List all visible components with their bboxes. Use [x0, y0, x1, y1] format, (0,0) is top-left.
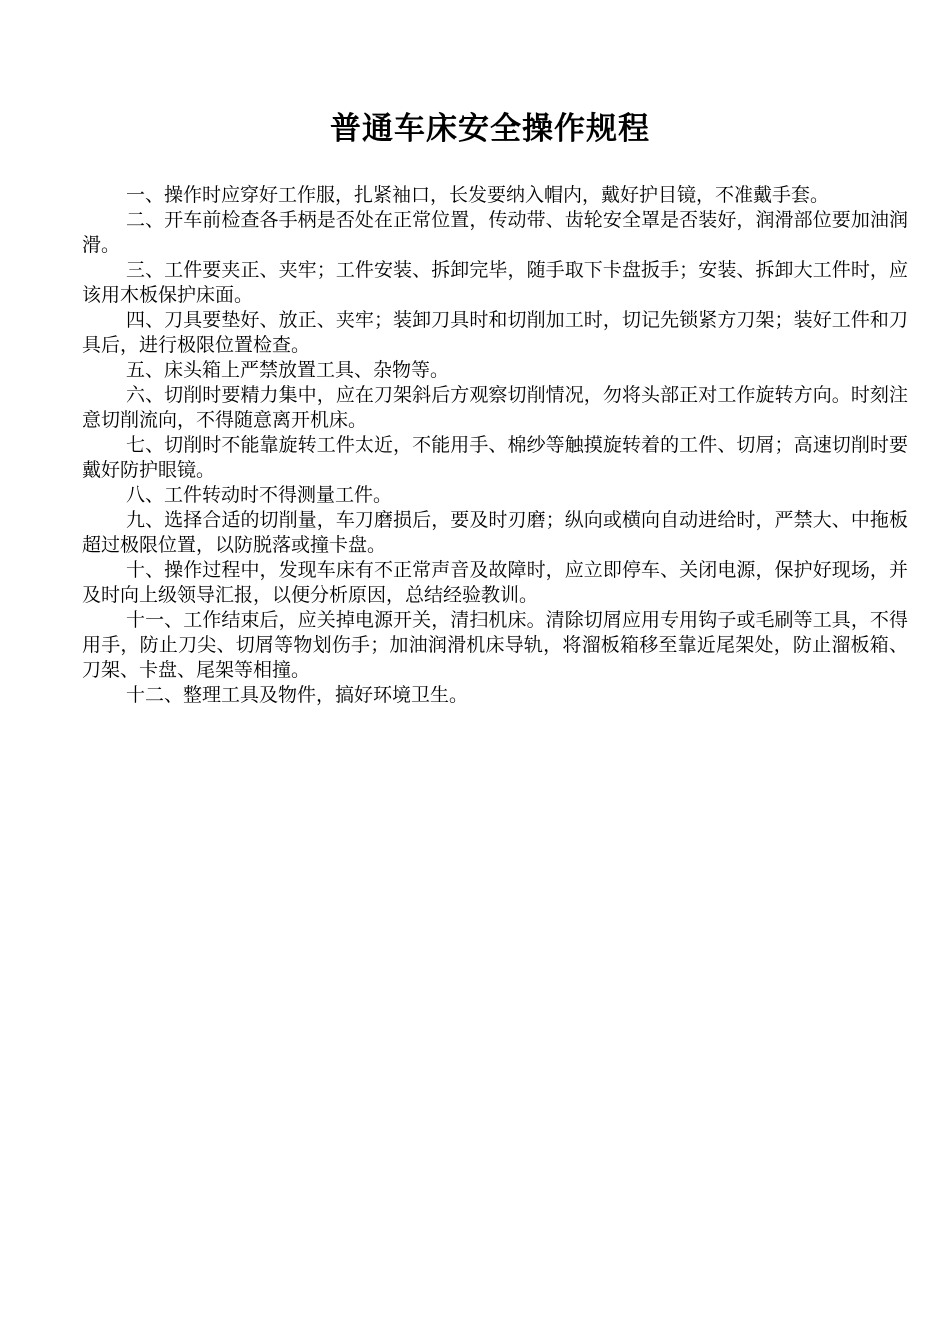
rule-paragraph: 三、工件要夹正、夹牢；工件安装、拆卸完毕，随手取下卡盘扳手；安装、拆卸大工件时，应该用木板保护床面。	[82, 259, 908, 306]
rule-paragraph: 五、床头箱上严禁放置工具、杂物等。	[126, 359, 450, 381]
rule-paragraph: 二、开车前检查各手柄是否处在正常位置，传动带、齿轮安全罩是否装好，润滑部位要加油润滑。	[82, 209, 908, 256]
rule-paragraph: 七、切削时不能靠旋转工件太近，不能用手、棉纱等触摸旋转着的工件、切屑；高速切削时要戴好防护眼镜。	[82, 434, 908, 481]
rule-paragraph: 六、切削时要精力集中，应在刀架斜后方观察切削情况，勿将头部正对工作旋转方向。时刻注意切削流向，不得随意离开机床。	[82, 384, 908, 431]
document-body	[82, 183, 908, 708]
document-title: 普通车床安全操作规程	[330, 111, 650, 147]
rule-paragraph: 十、操作过程中，发现车床有不正常声音及故障时，应立即停车、关闭电源，保护好现场，并及时向上级领导汇报，以便分析原因，总结经验教训。	[82, 559, 908, 606]
rule-paragraph: 九、选择合适的切削量，车刀磨损后，要及时刃磨；纵向或横向自动进给时，严禁大、中拖板超过极限位置，以防脱落或撞卡盘。	[82, 509, 908, 556]
rule-paragraph: 四、刀具要垫好、放正、夹牢；装卸刀具时和切削加工时，切记先锁紧方刀架；装好工件和刀具后，进行极限位置检查。	[82, 309, 908, 356]
rule-paragraph: 八、工件转动时不得测量工件。	[126, 484, 393, 506]
rule-paragraph: 十二、整理工具及物件，搞好环境卫生。	[126, 684, 469, 706]
rule-paragraph: 一、操作时应穿好工作服，扎紧袖口，长发要纳入帽内，戴好护目镜，不准戴手套。	[126, 184, 830, 206]
rule-paragraph: 十一、工作结束后，应关掉电源开关，清扫机床。清除切屑应用专用钩子或毛刷等工具，不得用手，防止刀尖、切屑等物划伤手；加油润滑机床导轨，将溜板箱移至靠近尾架处，防止溜板箱、刀架、卡盘、尾架等相撞。	[82, 609, 908, 681]
